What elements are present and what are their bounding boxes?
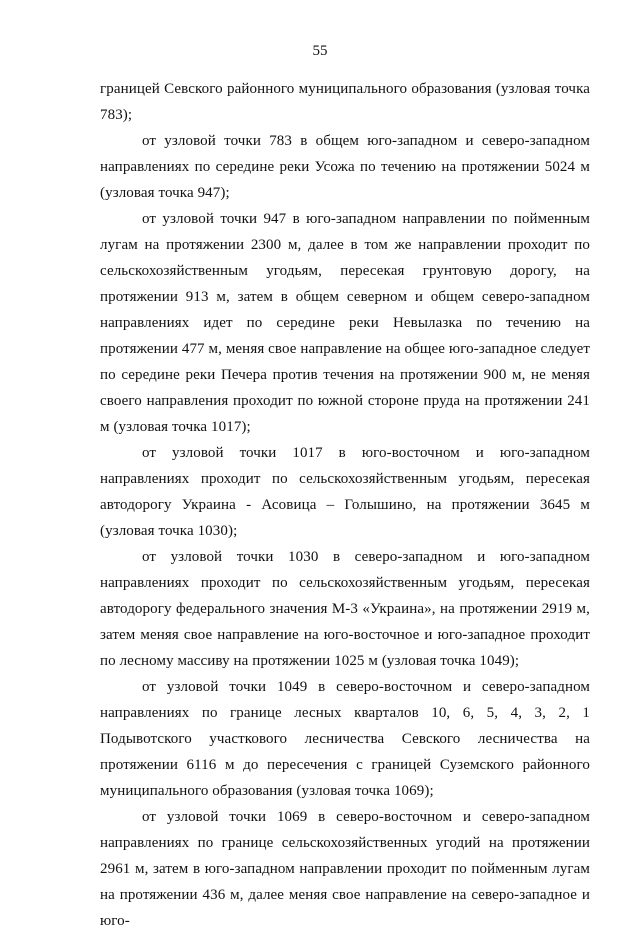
paragraph-node-783: от узловой точки 783 в общем юго-западном и северо-западном направлениях по середине реки Усожа по течению на протяжении 5024 м (узловая точка 947); bbox=[100, 133, 590, 201]
document-body bbox=[100, 76, 590, 934]
paragraph-continuation: границей Севского районного муниципального образования (узловая точка 783); bbox=[100, 81, 590, 123]
paragraph-node-947: от узловой точки 947 в юго-западном направлении по пойменным лугам на протяжении 2300 м, далее в том же направлении проходит по сельскохозяйственным угодьям, пересекая грунтовую дорогу, на протяжении 913 м, затем в общем северном и общем северо-западном направлениях идет по середине реки Невылазка по течению на протяжении 477 м, меняя свое направление на общее юго-западное следует по середине реки Печера против течения на протяжении 900 м, не меняя своего направления проходит по южной стороне пруда на протяжении 241 м (узловая точка 1017); bbox=[100, 211, 590, 435]
paragraph-node-1030: от узловой точки 1030 в северо-западном и юго-западном направлениях проходит по сельскохозяйственным угодьям, пересекая автодорогу федерального значения М-3 «Украина», на протяжении 2919 м, затем меняя свое направление на юго-восточное и юго-западное проходит по лесному массиву на протяжении 1025 м (узловая точка 1049); bbox=[100, 549, 590, 669]
paragraph-node-1017: от узловой точки 1017 в юго-восточном и юго-западном направлениях проходит по сельскохозяйственным угодьям, пересекая автодорогу Украина - Асовица – Голышино, на протяжении 3645 м (узловая точка 1030); bbox=[100, 445, 590, 539]
page-number: 55 bbox=[312, 43, 328, 59]
paragraph-node-1049: от узловой точки 1049 в северо-восточном и северо-западном направлениях по границе лесных кварталов 10, 6, 5, 4, 3, 2, 1 Подывотского участкового лесничества Севского лесничества на протяжении 6116 м до пересечения с границей Суземского районного муниципального образования (узловая точка 1069); bbox=[100, 679, 590, 799]
paragraph-node-1069: от узловой точки 1069 в северо-восточном и северо-западном направлениях по границе сельскохозяйственных угодий на протяжении 2961 м, затем в юго-западном направлении проходит по пойменным лугам на протяжении 436 м, далее меняя свое направление на северо-западное и юго- bbox=[100, 809, 590, 929]
